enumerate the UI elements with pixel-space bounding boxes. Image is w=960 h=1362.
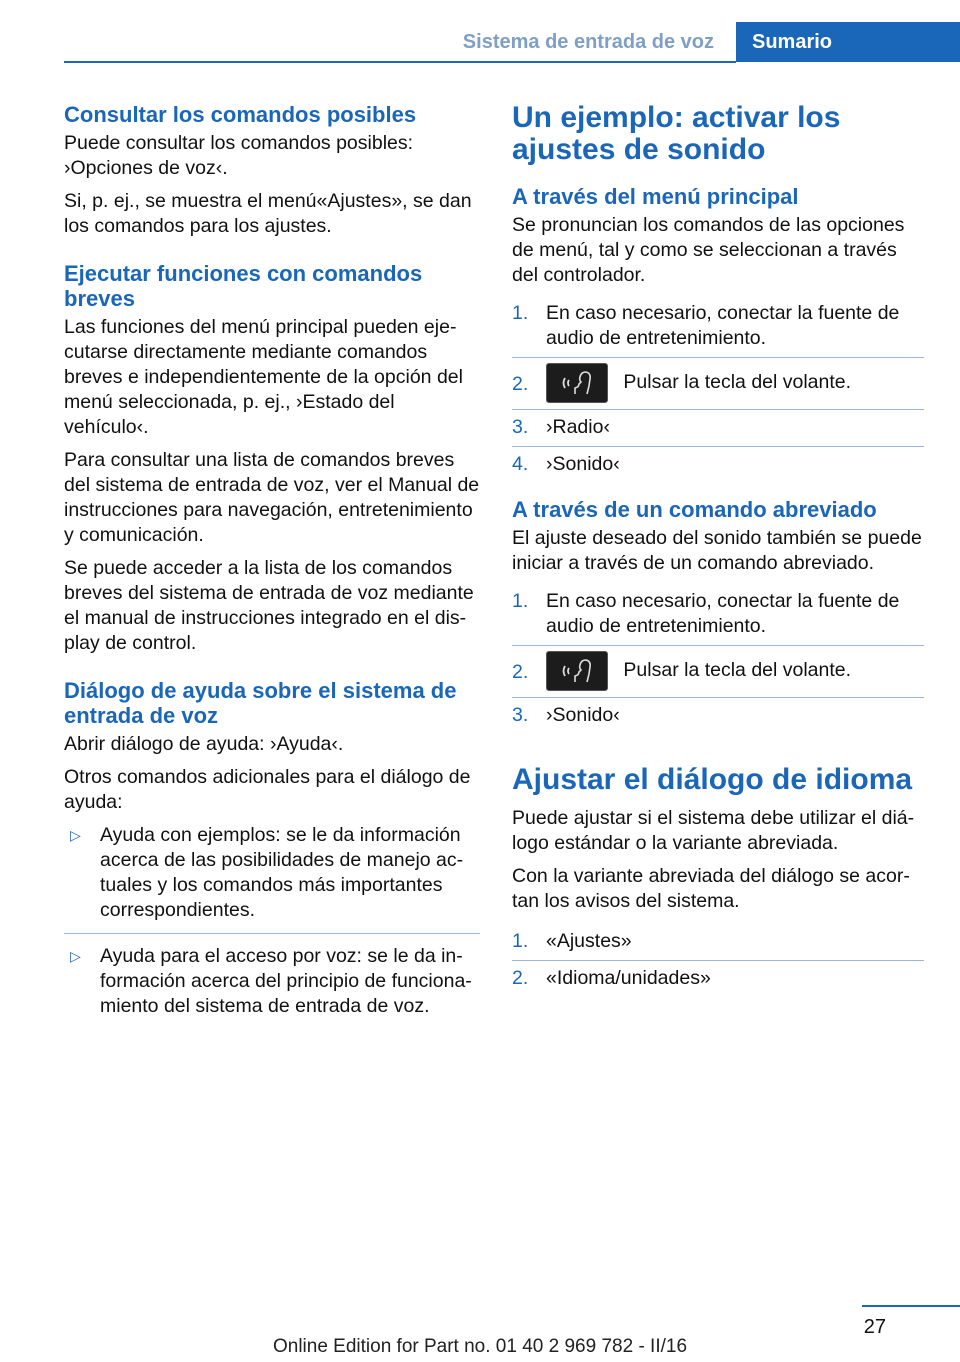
list-item — [512, 960, 924, 997]
list-item — [512, 357, 924, 409]
section-title[interactable]: Sistema de entrada de voz — [462, 31, 714, 53]
paragraph: Otros comandos adicionales para el diálogo de ayuda: — [64, 766, 471, 813]
step-text: Pulsar la tecla del volante. — [623, 371, 852, 394]
step-text: En caso necesario, conectar la fuente de audio de entretenimiento. — [546, 302, 900, 349]
paragraph: Las funciones del menú principal pueden ejecutarse directamente mediante comandos breves e independientemente de la opción del menú seleccionada, p. ej., ›Estado del vehículo‹. — [64, 316, 463, 438]
paragraph: Puede consultar los comandos posibles: ›Opciones de voz‹. — [64, 132, 414, 179]
step-number: 1. — [512, 590, 529, 612]
step-number: 2. — [512, 661, 529, 683]
step-number: 2. — [512, 373, 529, 395]
edition-footer: Online Edition for Part no. 01 40 2 969 782 - II/16 — [272, 1336, 688, 1357]
subheading-comando-abreviado: A través de un comando abreviado — [512, 497, 877, 522]
heading-consultar-comandos: Consultar los comandos posibles — [64, 102, 417, 127]
heading-dialogo-idioma: Ajustar el diálogo de idioma — [512, 763, 913, 796]
steps-list-abbrev — [512, 584, 924, 734]
list-item — [512, 584, 924, 645]
paragraph: Se pronuncian los comandos de las opciones de menú, tal y como se seleccionan a través del controlador. — [512, 214, 905, 286]
triangle-bullet-icon: ▷ — [70, 827, 81, 843]
paragraph: Puede ajustar si el sistema debe utilizar el diálogo estándar o la variante abreviada. — [512, 807, 915, 854]
list-item — [64, 933, 480, 1029]
step-text: ›Sonido‹ — [546, 453, 620, 475]
list-item-text: Ayuda para el acceso por voz: se le da información acerca del principio de funcionamiento del sistema de entrada de voz. — [100, 945, 472, 1017]
step-text: Pulsar la tecla del volante. — [623, 659, 852, 682]
heading-funciones-breves: Ejecutar funciones con comandos breves — [64, 261, 423, 311]
list-item — [512, 296, 924, 357]
left-column — [64, 102, 480, 1029]
step-text: ›Radio‹ — [546, 416, 610, 438]
step-number: 2. — [512, 967, 529, 989]
steps-list-idioma — [512, 924, 924, 997]
list-item-text: Ayuda con ejemplos: se le da información acerca de las posibilidades de manejo actuales y los comandos más importantes correspondientes. — [100, 824, 464, 921]
step-number: 4. — [512, 453, 529, 475]
page-number: 27 — [863, 1316, 886, 1338]
list-item — [512, 645, 924, 697]
paragraph: Para consultar una lista de comandos breves del sistema de entrada de voz, ver el Manual de instrucciones para navegación, entretenimiento y comunicación. — [64, 449, 480, 546]
subheading-menu-principal: A través del menú principal — [512, 184, 799, 209]
step-number: 1. — [512, 302, 529, 324]
heading-dialogo-ayuda: Diálogo de ayuda sobre el sistema de entrada de voz — [64, 678, 457, 728]
paragraph: Si, p. ej., se muestra el menú«Ajustes», se dan los comandos para los ajustes. — [64, 190, 472, 237]
page-header — [0, 0, 960, 62]
footer-rule — [862, 1305, 960, 1307]
step-number: 3. — [512, 704, 529, 726]
paragraph: Se puede acceder a la lista de los comandos breves del sistema de entrada de voz mediante el manual de instrucciones integrado en el display de control. — [64, 557, 474, 654]
paragraph: Abrir diálogo de ayuda: ›Ayuda‹. — [64, 733, 344, 755]
step-text: ›Sonido‹ — [546, 704, 620, 726]
paragraph: Con la variante abreviada del diálogo se acortan los avisos del sistema. — [512, 865, 910, 912]
list-item — [512, 697, 924, 734]
right-column — [512, 102, 924, 997]
list-item — [512, 446, 924, 483]
step-text: «Ajustes» — [546, 930, 632, 952]
step-text: En caso necesario, conectar la fuente de audio de entretenimiento. — [546, 590, 900, 637]
list-item — [64, 823, 480, 933]
list-item — [512, 409, 924, 446]
help-bullet-list — [64, 823, 480, 1029]
voice-command-button-icon — [546, 363, 608, 403]
triangle-bullet-icon: ▷ — [70, 948, 81, 964]
step-number: 3. — [512, 416, 529, 438]
step-text: «Idioma/unidades» — [546, 967, 711, 989]
steps-list-menu — [512, 296, 924, 483]
step-number: 1. — [512, 930, 529, 952]
list-item — [512, 924, 924, 960]
header-rule — [64, 61, 736, 63]
paragraph: El ajuste deseado del sonido también se puede iniciar a través de un comando abreviado. — [512, 527, 922, 574]
summary-tab[interactable]: Sumario — [736, 22, 960, 62]
voice-command-button-icon — [546, 651, 608, 691]
heading-ejemplo-sonido: Un ejemplo: activar los ajustes de sonido — [512, 101, 841, 166]
